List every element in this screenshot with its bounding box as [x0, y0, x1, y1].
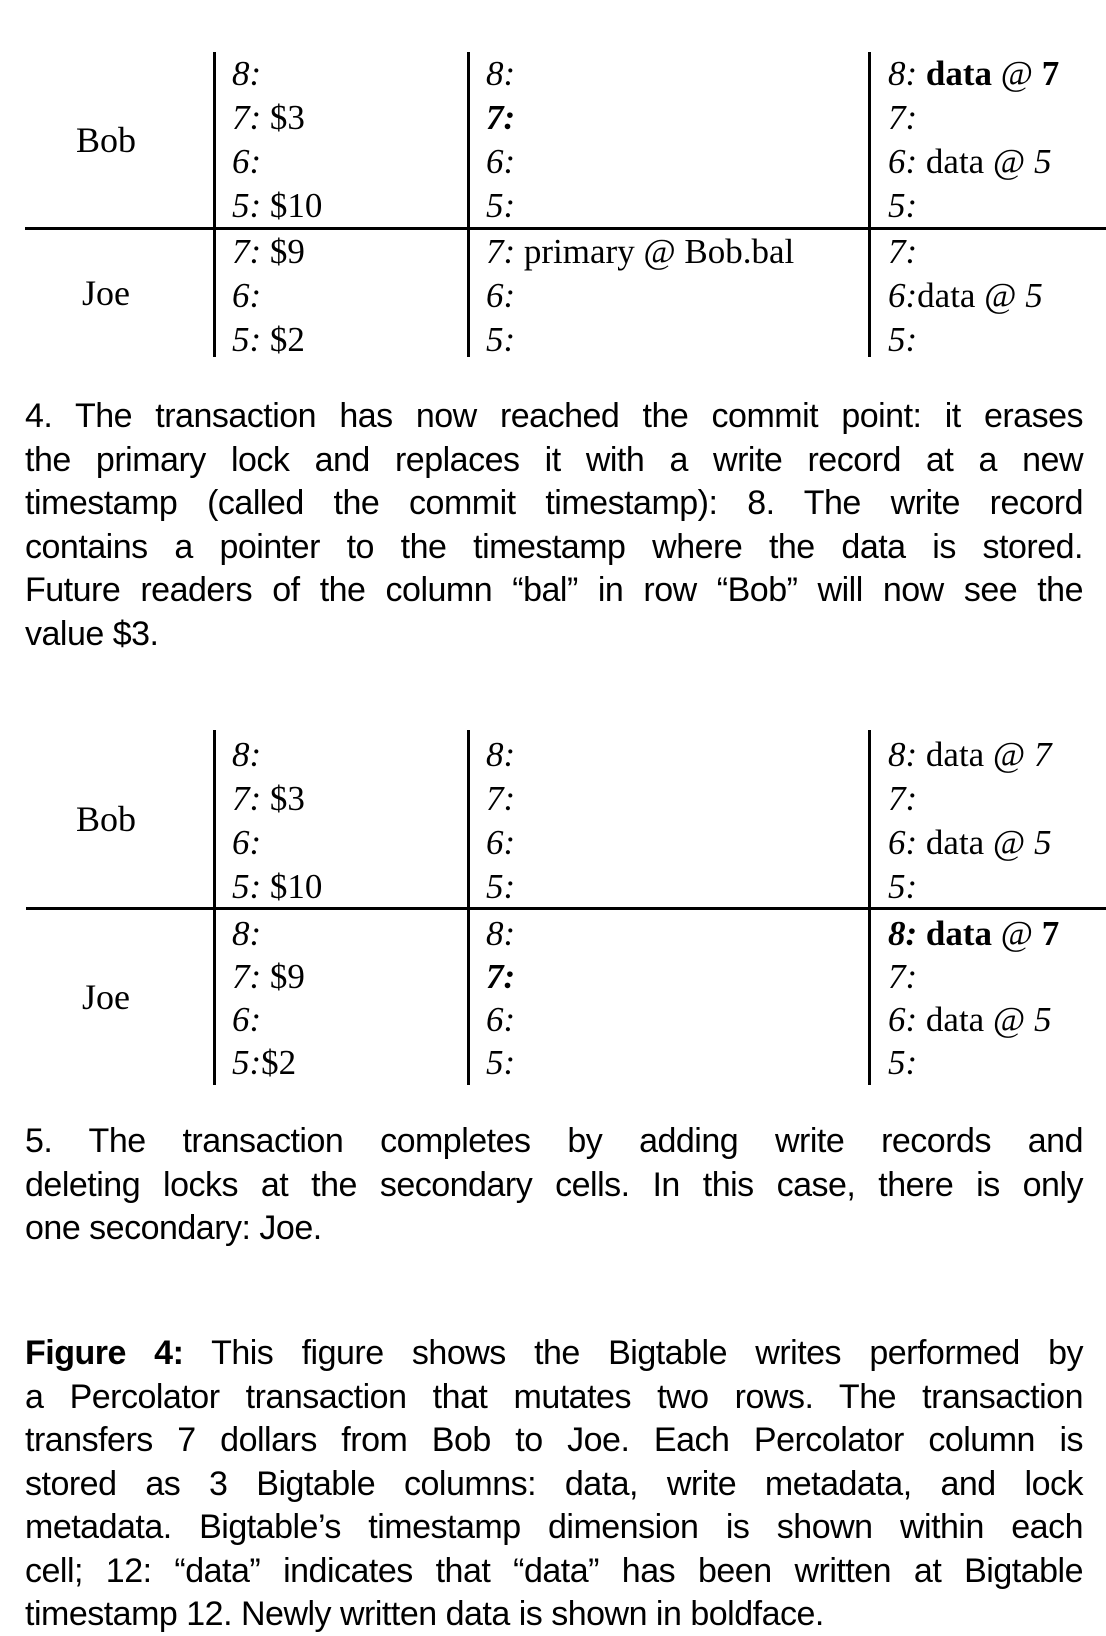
text-segment: a Percolator transaction that mutates two rows. The transaction	[25, 1377, 1083, 1416]
text-segment: 5:	[486, 867, 516, 906]
row-label-joe	[0, 909, 212, 1085]
text-segment: $3	[261, 779, 305, 818]
cell-joe-write	[888, 230, 1043, 362]
text-segment: 5:	[232, 320, 262, 359]
text-segment: data @	[917, 276, 1026, 315]
text-segment: 5	[1033, 823, 1052, 862]
text-line	[888, 912, 1059, 955]
text-segment: data @	[917, 823, 1034, 862]
text-line	[888, 52, 1059, 96]
cell-joe-lock	[486, 230, 794, 362]
text-segment: primary @ Bob.bal	[515, 232, 795, 271]
row-label-bob	[0, 52, 212, 227]
figure-caption	[25, 1332, 1083, 1636]
text-line	[25, 395, 1083, 439]
text-segment: 5	[1025, 276, 1043, 315]
text-segment: 5:	[888, 186, 918, 225]
cell-bob-write	[888, 733, 1051, 909]
text-line	[486, 912, 515, 955]
text-segment: 7:	[486, 98, 516, 137]
text-segment: 6:	[486, 142, 516, 181]
text-segment: 7:	[486, 957, 516, 996]
text-line	[486, 865, 515, 909]
text-line	[232, 733, 322, 777]
text-segment: 8:	[888, 735, 918, 774]
text-segment: 6:	[232, 823, 262, 862]
text-line	[888, 318, 1043, 362]
text-line	[486, 955, 515, 998]
text-segment: 7:	[232, 957, 262, 996]
percolator-table-step4	[0, 52, 1106, 357]
text-segment: 8:	[486, 735, 516, 774]
text-segment: $2	[261, 1043, 297, 1082]
text-segment: 6:	[888, 1000, 918, 1039]
text-line	[888, 230, 1043, 274]
text-line	[25, 482, 1083, 526]
text-line	[232, 52, 322, 96]
text-segment: $9	[261, 957, 305, 996]
text-line	[888, 998, 1059, 1041]
text-line	[888, 733, 1051, 777]
text-line	[25, 526, 1083, 570]
text-line	[232, 821, 322, 865]
text-line	[486, 777, 515, 821]
text-segment: 4. The transaction has now reached the commit point: it erases	[25, 397, 1083, 435]
text-segment: 7:	[232, 779, 262, 818]
text-segment: 7:	[888, 98, 918, 137]
text-line	[232, 184, 322, 228]
text-line	[888, 777, 1051, 821]
text-segment: $10	[261, 186, 323, 225]
text-line	[486, 733, 515, 777]
cell-joe-lock	[486, 912, 515, 1084]
text-segment: metadata. Bigtable’s timestamp dimension is shown within each	[25, 1508, 1083, 1546]
text-segment: 7:	[888, 779, 918, 818]
text-segment: cell; 12: “data” indicates that “data” has been written at Bigtable	[25, 1551, 1083, 1590]
row-label-joe	[0, 229, 212, 357]
cell-bob-lock	[486, 733, 515, 909]
text-segment: data	[917, 914, 993, 953]
text-segment: $3	[261, 98, 305, 137]
text-segment: stored as 3 Bigtable columns: data, write metadata, and lock	[25, 1464, 1083, 1503]
text-segment: @	[992, 914, 1042, 953]
text-segment: 8:	[486, 914, 516, 953]
text-segment: 5:	[232, 1043, 262, 1082]
text-segment: 5:	[888, 320, 918, 359]
text-segment: timestamp 12. Newly written data is shown in boldface.	[25, 1595, 824, 1633]
cell-bob-write	[888, 52, 1059, 228]
text-line	[888, 821, 1051, 865]
text-segment: This figure shows the Bigtable writes performed by	[183, 1334, 1083, 1372]
text-segment: 5:	[888, 1043, 918, 1082]
text-segment: Figure 4:	[25, 1334, 184, 1372]
text-segment: contains a pointer to the timestamp where the data is stored.	[25, 527, 1083, 566]
text-segment: 5:	[232, 867, 262, 906]
text-line	[25, 439, 1083, 483]
row-label-text: Joe	[82, 977, 130, 1017]
text-line	[888, 96, 1059, 140]
text-line	[888, 184, 1059, 228]
text-line	[25, 1419, 1083, 1463]
text-segment: transfers 7 dollars from Bob to Joe. Each Percolator column is	[25, 1421, 1083, 1459]
text-line	[486, 96, 515, 140]
text-line	[25, 1463, 1083, 1507]
text-line	[232, 140, 322, 184]
table-vertical-rule	[868, 52, 871, 357]
text-line	[486, 274, 794, 318]
text-segment: 5:	[888, 867, 918, 906]
text-segment: 8:	[888, 914, 918, 953]
text-segment: 6:	[888, 142, 918, 181]
cell-bob-data	[232, 52, 322, 228]
text-segment: 7:	[486, 232, 516, 271]
text-segment: 5	[1033, 1000, 1052, 1039]
text-segment: Future readers of the column “bal” in row “Bob” will now see the	[25, 571, 1083, 609]
text-segment: timestamp (called the commit timestamp): 8. The write record	[25, 484, 1083, 522]
row-label-text: Bob	[75, 798, 136, 839]
text-segment: 6:	[486, 823, 516, 862]
text-segment: 5. The transaction completes by adding write records and	[25, 1122, 1083, 1160]
text-segment: 6:	[888, 276, 918, 315]
text-line	[486, 318, 794, 362]
text-line	[486, 52, 515, 96]
text-line	[888, 274, 1043, 318]
text-segment: @	[992, 54, 1042, 93]
paragraph-step4	[25, 395, 1083, 656]
text-line	[25, 1376, 1083, 1420]
text-segment: 8:	[888, 54, 918, 93]
text-segment: 7:	[888, 232, 918, 271]
text-line	[25, 613, 1083, 657]
text-segment: 7	[1033, 735, 1052, 774]
text-line	[888, 865, 1051, 909]
text-line	[232, 274, 305, 318]
text-segment: data @	[917, 735, 1034, 774]
text-line	[888, 140, 1059, 184]
text-line	[232, 998, 305, 1041]
text-segment: data @	[917, 142, 1034, 181]
text-line	[486, 140, 515, 184]
text-line	[888, 955, 1059, 998]
text-segment: $9	[261, 232, 305, 271]
text-line	[25, 1550, 1083, 1594]
text-line	[486, 998, 515, 1041]
text-segment: 6:	[232, 276, 262, 315]
text-segment: 8:	[232, 54, 262, 93]
text-line	[232, 318, 305, 362]
text-segment: 6:	[232, 1000, 262, 1039]
text-segment: 6:	[486, 276, 516, 315]
text-segment: 7:	[888, 957, 918, 996]
row-label-bob	[0, 730, 212, 907]
text-line	[25, 1164, 1083, 1208]
text-segment: 5:	[232, 186, 262, 225]
text-line	[232, 865, 322, 909]
text-segment: 5:	[486, 186, 516, 225]
text-line	[232, 955, 305, 998]
text-segment: 7:	[486, 779, 516, 818]
text-line	[25, 569, 1083, 613]
text-line	[25, 1506, 1083, 1550]
text-line	[25, 1332, 1083, 1376]
text-segment: one secondary: Joe.	[25, 1209, 322, 1247]
text-line	[232, 912, 305, 955]
text-line	[232, 777, 322, 821]
text-segment: 6:	[888, 823, 918, 862]
text-line	[486, 821, 515, 865]
row-label-text: Joe	[82, 273, 130, 313]
text-line	[25, 1120, 1083, 1164]
text-segment: 6:	[486, 1000, 516, 1039]
text-segment: 7:	[232, 98, 262, 137]
text-segment: 5:	[486, 1043, 516, 1082]
cell-joe-data	[232, 230, 305, 362]
text-segment: 7:	[232, 232, 262, 271]
table-vertical-rule	[213, 52, 216, 357]
text-segment: data	[917, 54, 993, 93]
text-segment: value $3.	[25, 614, 159, 653]
cell-bob-data	[232, 733, 322, 909]
text-segment: $2	[261, 320, 305, 359]
text-segment: 6:	[232, 142, 262, 181]
text-segment: 8:	[232, 735, 262, 774]
cell-joe-write	[888, 912, 1059, 1084]
text-segment: $10	[261, 867, 323, 906]
text-line	[486, 1041, 515, 1084]
row-label-text: Bob	[75, 119, 136, 160]
text-segment: 5	[1033, 142, 1052, 181]
text-segment: deleting locks at the secondary cells. In this case, there is only	[25, 1165, 1083, 1204]
text-line	[888, 1041, 1059, 1084]
text-segment: 7	[1041, 914, 1060, 953]
text-segment: 7	[1041, 54, 1060, 93]
paragraph-step5	[25, 1120, 1083, 1251]
text-segment: 8:	[486, 54, 516, 93]
text-segment: 8:	[232, 914, 262, 953]
text-segment: 5:	[486, 320, 516, 359]
text-segment: data @	[917, 1000, 1034, 1039]
text-line	[486, 230, 794, 274]
text-line	[232, 96, 322, 140]
text-line	[232, 1041, 305, 1084]
text-line	[25, 1593, 1083, 1636]
text-line	[486, 184, 515, 228]
cell-joe-data	[232, 912, 305, 1084]
percolator-table-step5	[0, 730, 1106, 1085]
cell-bob-lock	[486, 52, 515, 228]
text-line	[25, 1207, 1083, 1251]
text-line	[232, 230, 305, 274]
table-vertical-rule	[467, 52, 470, 357]
text-segment: the primary lock and replaces it with a write record at a new	[25, 440, 1083, 479]
